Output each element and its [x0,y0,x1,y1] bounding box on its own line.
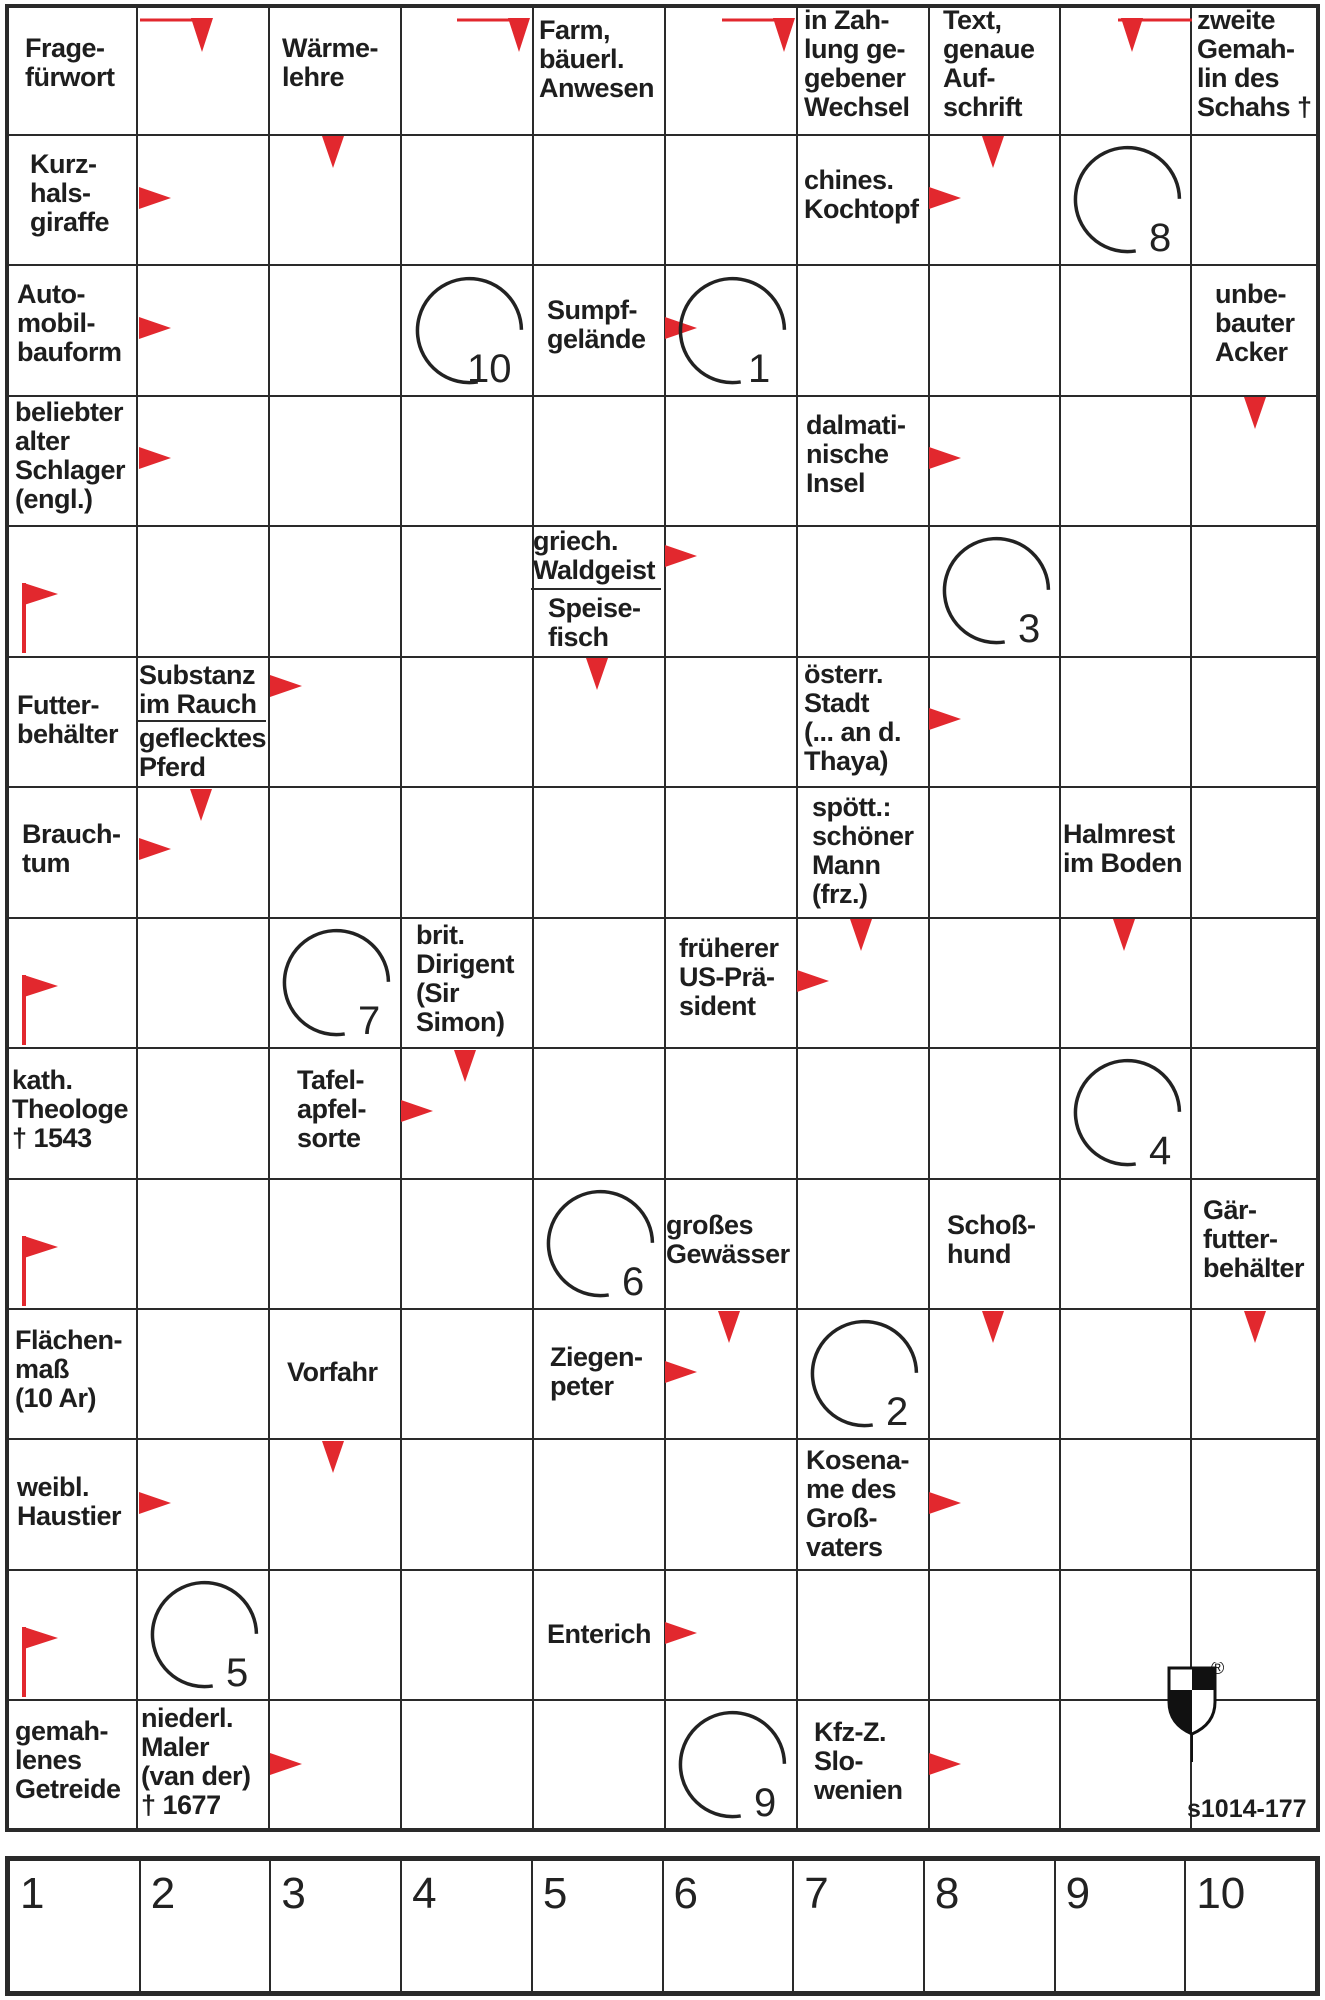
arrow-down-icon [1244,1311,1266,1343]
solution-marker-number: 1 [748,347,771,390]
solution-box[interactable] [925,1861,1056,1991]
clue-getreide: gemah- lenes Getreide [15,1716,121,1804]
clue-futterbehaelter: Futter- behälter [17,690,119,749]
arrow-right-icon [665,1361,697,1383]
solution-box[interactable] [10,1861,141,1991]
clue-insel: dalmati- nische Insel [806,410,906,498]
solution-marker-number: 8 [1149,216,1172,259]
flag-arrow-icon [20,583,70,653]
arrow-right-icon [139,447,171,469]
clue-kfz: Kfz-Z. Slo- wenien [814,1717,903,1805]
solution-box-number: 6 [673,1869,698,1918]
solution-circle [140,1572,262,1694]
arrow-right-icon [665,545,697,567]
registered-mark: ® [1211,1662,1225,1678]
solution-box[interactable] [402,1861,533,1991]
solution-box-number: 3 [281,1869,306,1918]
clue-haustier: weibl. Haustier [17,1472,122,1531]
grid-line [9,1047,1316,1049]
solution-circle [1063,1050,1185,1172]
clue-divider [531,588,661,590]
bent-arrow-icon [457,18,531,58]
clue-gemahlin: zweite Gemah- lin des Schahs † [1197,5,1312,122]
arrow-right-icon [139,187,171,209]
solution-box-number: 1 [20,1869,45,1918]
solution-box[interactable] [1056,1861,1187,1991]
grid-line [9,1178,1316,1180]
solution-box-number: 4 [412,1869,437,1918]
clue-farm: Farm, bäuerl. Anwesen [539,15,655,103]
arrow-down-icon [322,1441,344,1473]
clue-tafelapfel: Tafel- apfel- sorte [297,1065,367,1153]
solution-box[interactable] [1186,1861,1315,1991]
arrow-down-icon [454,1050,476,1082]
solution-box-number: 10 [1196,1869,1246,1918]
clue-substanz: Substanz im Rauch [139,660,257,719]
arrow-down-icon [1113,919,1135,951]
bent-arrow-icon [140,18,214,58]
clue-dirigent: brit. Dirigent (Sir Simon) [416,920,515,1037]
solution-marker-number: 6 [622,1260,645,1303]
arrow-right-icon [139,838,171,860]
clue-flaechenmass: Flächen- maß (10 Ar) [15,1325,123,1413]
grid-line [9,1308,1316,1310]
solution-row [5,1856,1320,1996]
solution-box[interactable] [664,1861,795,1991]
clue-gaerfutter: Gär- futter- behälter [1203,1195,1305,1283]
clue-automobilbauform: Auto- mobil- bauform [17,279,122,367]
arrow-right-icon [665,1622,697,1644]
solution-box-number: 2 [150,1869,176,1918]
grid-line [9,395,1316,397]
arrow-right-icon [929,1753,961,1775]
solution-box[interactable] [533,1861,664,1991]
clue-theologe: kath. Theologe † 1543 [12,1065,128,1153]
solution-box[interactable] [794,1861,925,1991]
solution-marker-number: 9 [754,1781,777,1824]
arrow-right-icon [139,1492,171,1514]
arrow-down-icon [1244,397,1266,429]
bent-arrow-icon [1118,18,1192,58]
solution-marker-number: 5 [226,1651,249,1694]
clue-gewaesser: großes Gewässer [666,1210,790,1269]
solution-circle [405,268,527,390]
grid-line [9,134,1316,136]
solution-box[interactable] [271,1861,402,1991]
clue-speisefisch: Speise- fisch [548,593,641,652]
clue-acker: unbe- bauter Acker [1215,279,1295,367]
clue-pferd: geflecktes Pferd [139,723,267,782]
solution-box-number: 5 [542,1869,568,1918]
clue-divider [136,720,266,722]
clue-halmrest: Halmrest im Boden [1063,819,1183,878]
arrow-down-icon [982,1311,1004,1343]
grid-line [9,264,1316,266]
bent-arrow-icon [722,18,796,58]
arrow-right-icon [929,447,961,469]
arrow-right-icon [270,675,302,697]
clue-kochtopf: chines. Kochtopf [804,165,919,224]
solution-circle [668,268,790,390]
grid-line [9,656,1316,658]
solution-circle [536,1181,658,1303]
arrow-right-icon [401,1100,433,1122]
arrow-down-icon [190,789,212,821]
clue-praesident: früherer US-Prä- sident [679,933,779,1021]
solution-marker-number: 2 [886,1390,909,1433]
solution-marker-number: 10 [467,347,512,390]
solution-circle [932,528,1054,650]
solution-circle [668,1702,790,1824]
arrow-right-icon [797,970,829,992]
crossword-grid [5,4,1320,1832]
solution-box-number: 8 [934,1869,960,1918]
clue-waldgeist: griech. Waldgeist [533,526,656,585]
solution-box-number: 7 [804,1869,829,1918]
clue-ziegenpeter: Ziegen- peter [550,1342,643,1401]
solution-marker-number: 3 [1018,607,1041,650]
solution-circle [1063,137,1185,259]
grid-line [9,1438,1316,1440]
puzzle-code: s1014-177 [1187,1795,1307,1823]
arrow-right-icon [139,317,171,339]
arrow-right-icon [929,708,961,730]
solution-circle [272,920,394,1042]
solution-box[interactable] [141,1861,272,1991]
arrow-down-icon [982,136,1004,168]
clue-schosshund: Schoß- hund [947,1210,1036,1269]
grid-line [9,1699,1316,1701]
flag-arrow-icon [20,1236,70,1306]
flag-arrow-icon [20,1627,70,1697]
clue-enterich: Enterich [547,1619,652,1649]
clue-stadt: österr. Stadt (... an d. Thaya) [804,659,902,776]
solution-circle [800,1311,922,1433]
arrow-down-icon [322,136,344,168]
arrow-down-icon [718,1311,740,1343]
arrow-right-icon [270,1753,302,1775]
arrow-right-icon [929,187,961,209]
grid-line [9,1569,1316,1571]
solution-box-number: 9 [1065,1869,1091,1918]
grid-line [9,786,1316,788]
clue-waermelehre: Wärme- lehre [282,33,379,92]
clue-brauchtum: Brauch- tum [22,819,121,878]
clue-frage-fuerwort: Frage- fürwort [25,33,115,92]
solution-marker-number: 7 [358,999,381,1042]
flag-arrow-icon [20,975,70,1045]
clue-schoener-mann: spött.: schöner Mann (frz.) [812,792,914,909]
clue-sumpfgelaende: Sumpf- gelände [547,295,646,354]
clue-wechsel: in Zah- lung ge- gebener Wechsel [804,5,910,122]
clue-maler: niederl. Maler (van der) † 1677 [141,1703,251,1820]
clue-schlager: beliebter alter Schlager (engl.) [15,397,126,514]
clue-kosename: Kosena- me des Groß- vaters [806,1445,910,1562]
clue-aufschrift: Text, genaue Auf- schrift [943,5,1035,122]
clue-kurzhalsgiraffe: Kurz- hals- giraffe [30,149,110,237]
arrow-right-icon [929,1492,961,1514]
arrow-down-icon [850,919,872,951]
grid-line [9,525,1316,527]
arrow-down-icon [586,658,608,690]
clue-vorfahr: Vorfahr [287,1357,378,1387]
publisher-logo [1165,1662,1225,1762]
solution-marker-number: 4 [1149,1129,1172,1172]
